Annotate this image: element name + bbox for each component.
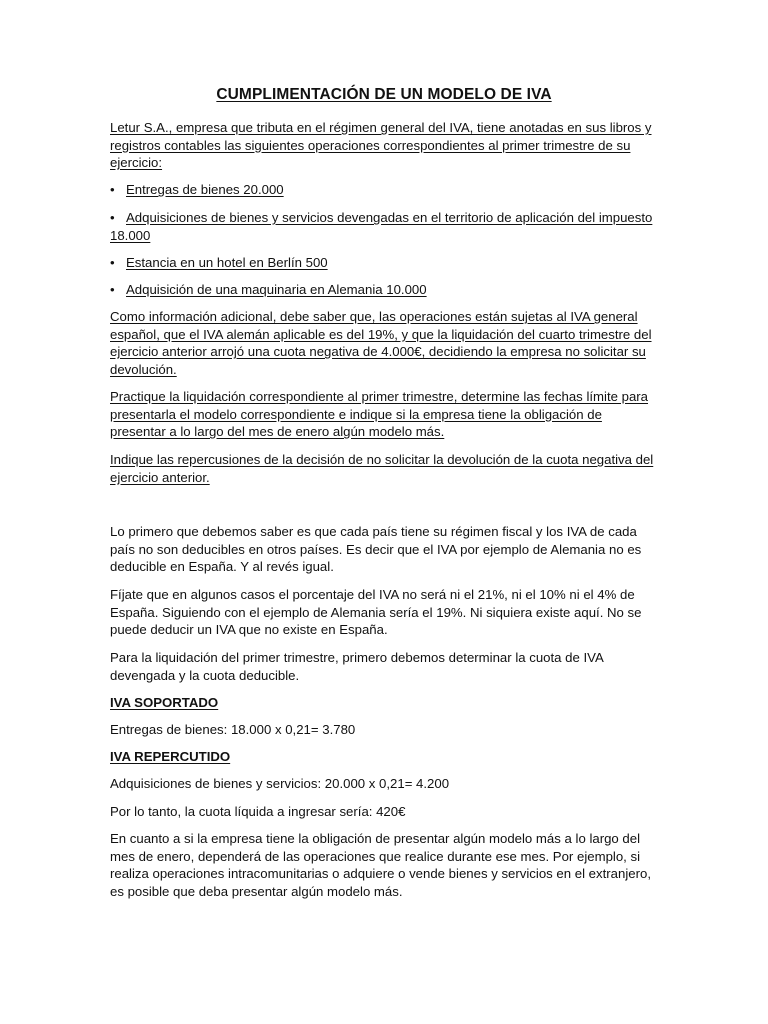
calc-soportado: Entregas de bienes: 18.000 x 0,21= 3.780	[110, 722, 356, 737]
page-title: CUMPLIMENTACIÓN DE UN MODELO DE IVA	[216, 86, 552, 103]
bullet-text: Adquisición de una maquinaria en Alemania 10.000	[126, 282, 427, 297]
bullet-text: Adquisiciones de bienes y servicios devengadas en el territorio de aplicación del impuesto 18.000	[110, 210, 653, 243]
statement-intro: Letur S.A., empresa que tributa en el régimen general del IVA, tiene anotadas en sus libros y registros contables las siguientes operaciones correspondientes al primer trimestre de su ejercicio:	[110, 120, 652, 170]
heading-iva-soportado: IVA SOPORTADO	[110, 695, 219, 710]
answer-paragraph: Para la liquidación del primer trimestre, primero debemos determinar la cuota de IVA devengada y la cuota deducible.	[110, 650, 604, 683]
bullet-item	[110, 181, 658, 199]
heading-iva-repercutido: IVA REPERCUTIDO	[110, 749, 231, 764]
bullet-text: Entregas de bienes 20.000	[126, 182, 284, 197]
cuota-liquida: Por lo tanto, la cuota líquida a ingresar sería: 420€	[110, 804, 406, 819]
task-1: Practique la liquidación correspondiente al primer trimestre, determine las fechas límite para presentarla el modelo correspondiente e indique si la empresa tiene la obligación de presentar a lo largo del mes de enero algún modelo más.	[110, 389, 649, 439]
answer-paragraph: En cuanto a si la empresa tiene la obligación de presentar algún modelo más a lo largo del mes de enero, dependerá de las operaciones que realice durante ese mes. Por ejemplo, si realiza operaciones intracomunitarias o adquiere o vende bienes y servicios en el extranjero, es posible que deba presentar algún modelo más.	[110, 831, 651, 899]
bullet-text: Estancia en un hotel en Berlín 500	[126, 255, 328, 270]
answer-paragraph: Fíjate que en algunos casos el porcentaje del IVA no será ni el 21%, ni el 10% ni el 4% de España. Siguiendo con el ejemplo de Alemania sería el 19%. Ni siquiera existe aquí. No se puede deducir un IVA que no existe en España.	[110, 587, 642, 637]
bullet-marker: •	[110, 255, 115, 270]
task-2: Indique las repercusiones de la decisión de no solicitar la devolución de la cuota negativa del ejercicio anterior.	[110, 452, 654, 485]
bullet-item	[110, 209, 658, 244]
bullet-marker: •	[110, 182, 115, 197]
bullet-item	[110, 281, 658, 299]
bullet-marker: •	[110, 210, 115, 225]
answer-paragraph: Lo primero que debemos saber es que cada país tiene su régimen fiscal y los IVA de cada país no son deducibles en otros países. Es decir que el IVA por ejemplo de Alemania no es deducible en España. Y al revés igual.	[110, 524, 642, 574]
bullet-marker: •	[110, 282, 115, 297]
bullet-item	[110, 254, 658, 272]
additional-info: Como información adicional, debe saber que, las operaciones están sujetas al IVA general español, que el IVA alemán aplicable es del 19%, y que la liquidación del cuarto trimestre del ejercicio anterior arrojó una cuota negativa de 4.000€, decidiendo la empresa no solicitar su devolución.	[110, 309, 652, 377]
calc-repercutido: Adquisiciones de bienes y servicios: 20.000 x 0,21= 4.200	[110, 776, 450, 791]
